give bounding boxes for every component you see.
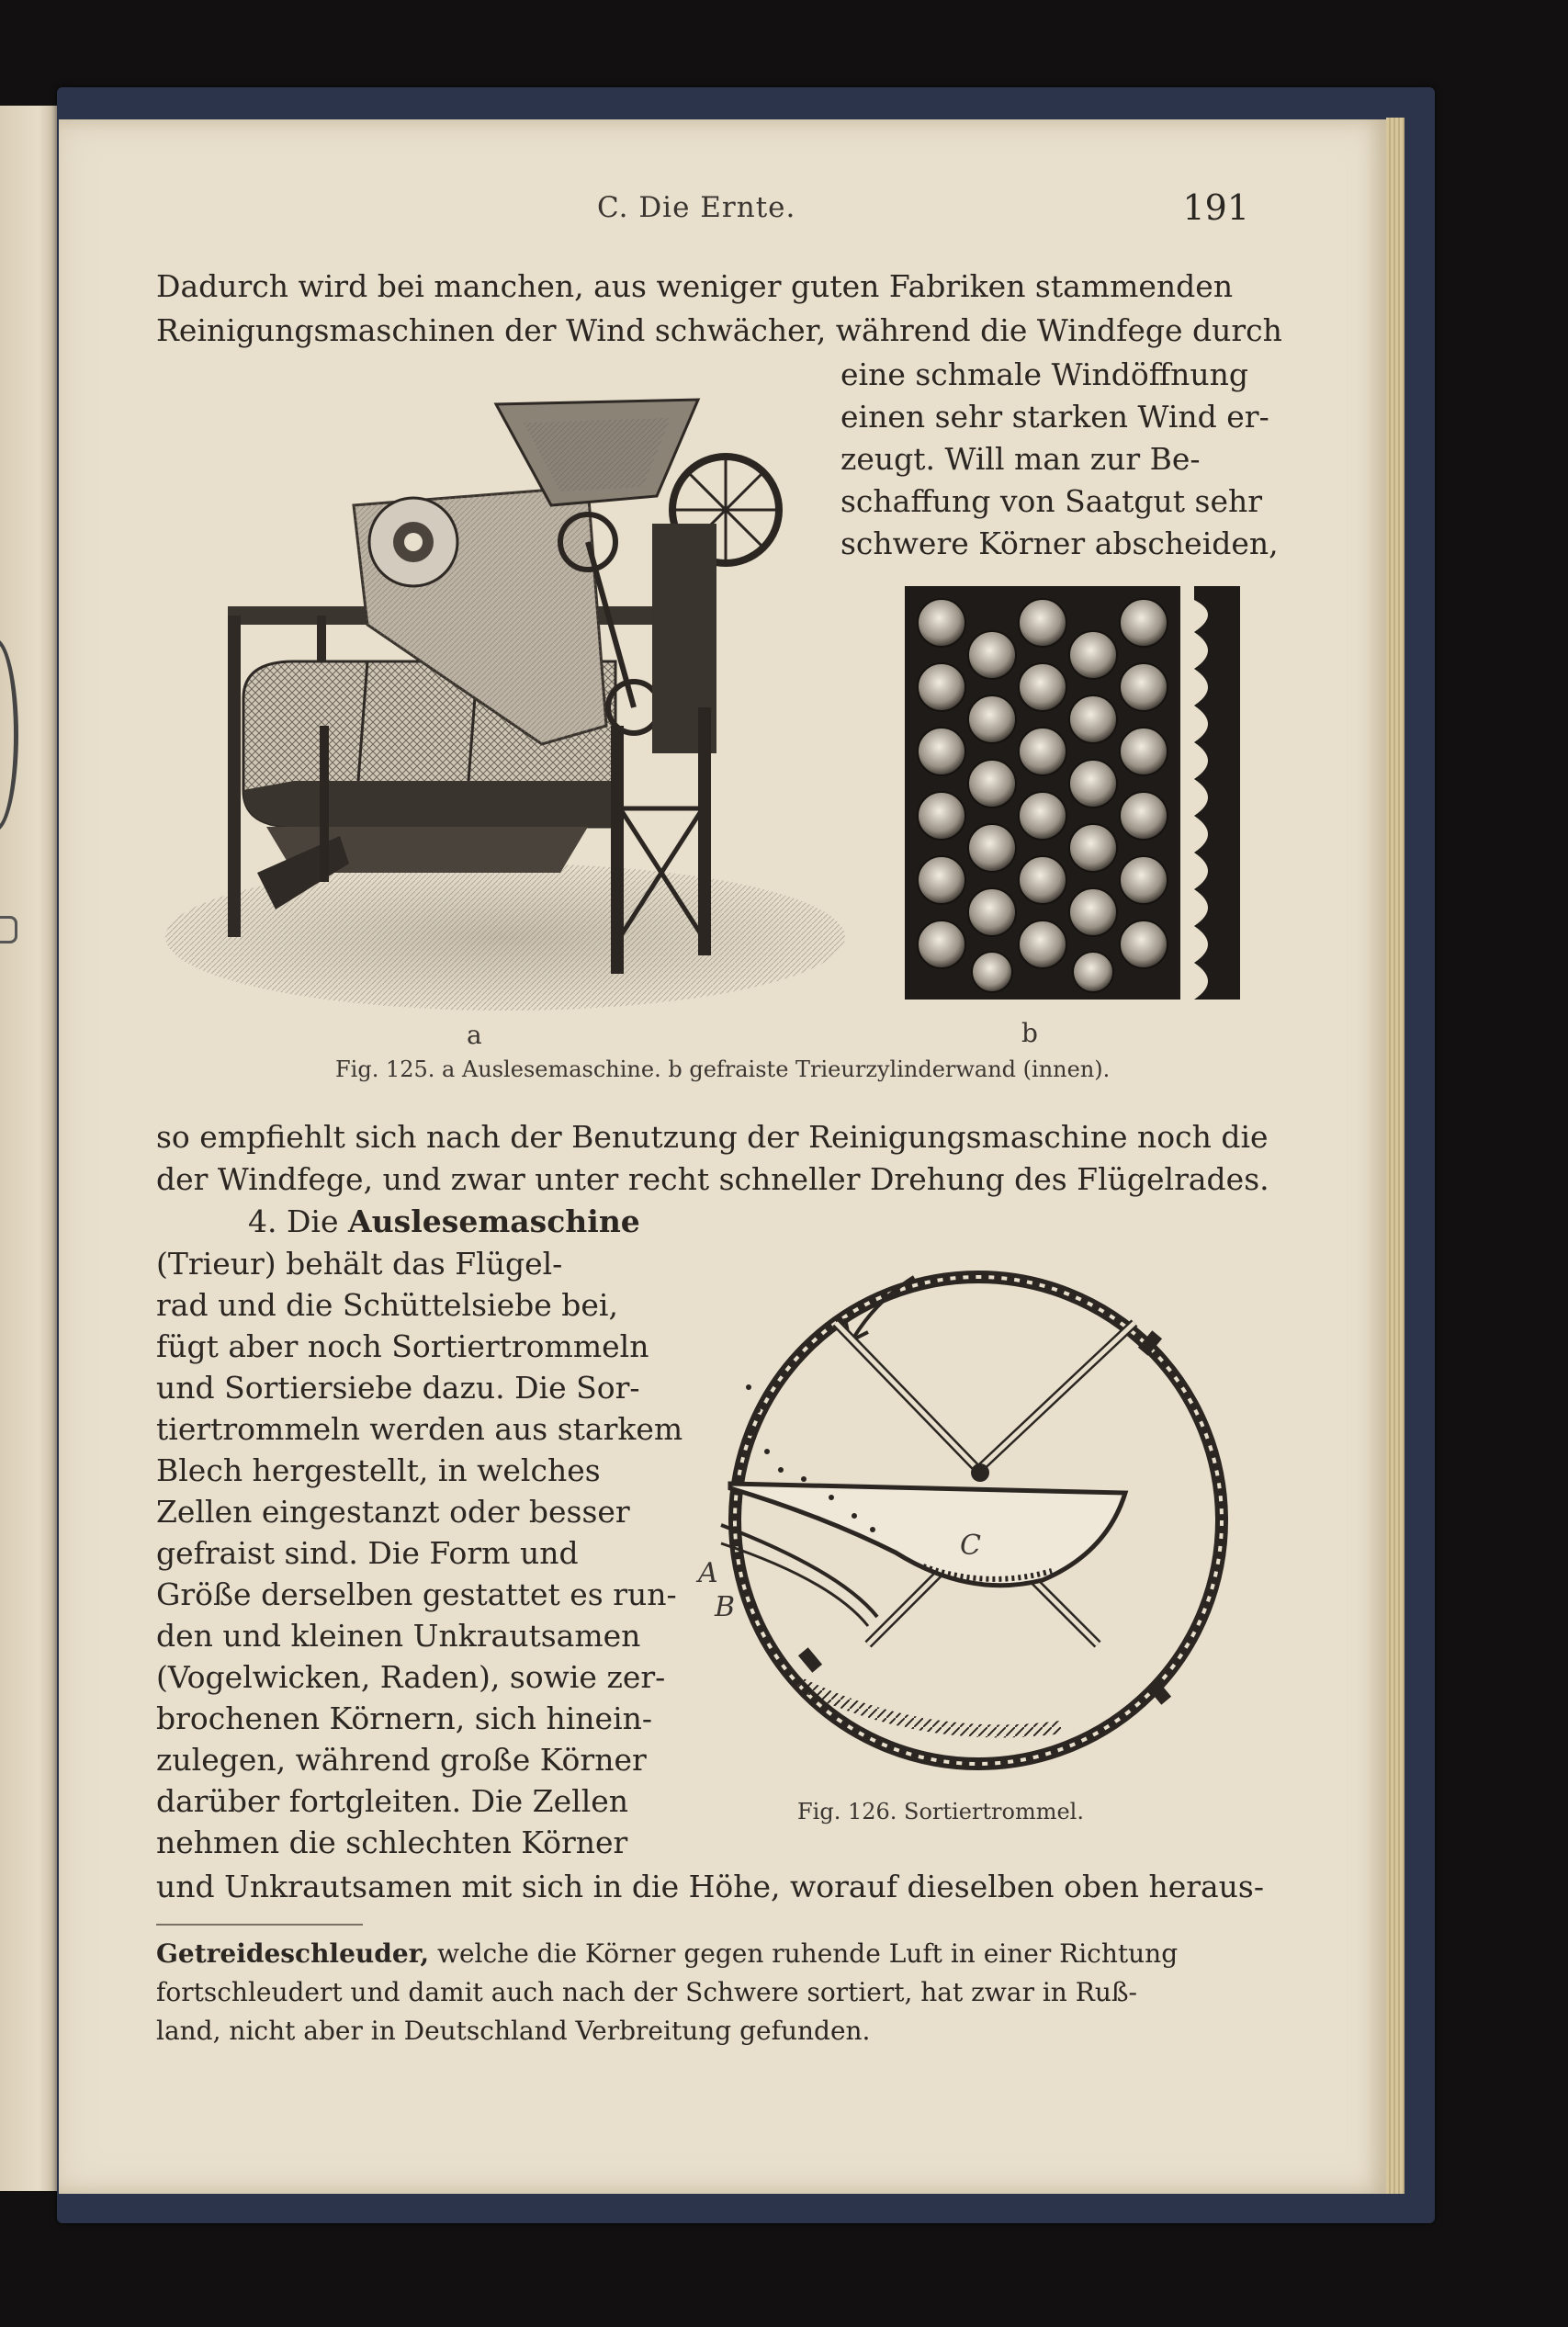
text-line: brochenen Körnern, sich hinein- <box>156 1700 653 1736</box>
footnote-term: Getreideschleuder, <box>156 1938 430 1969</box>
text-line: gefraist sind. Die Form und <box>156 1535 579 1571</box>
footnote-rule <box>156 1924 363 1926</box>
text-line: darüber fortgleiten. Die Zellen <box>156 1783 629 1819</box>
figure-label-b: b <box>1021 1018 1038 1048</box>
figure-125b-trieurzylinderwand <box>905 586 1240 1000</box>
facing-page-edge <box>0 106 64 2191</box>
text-line: und Sortiersiebe dazu. Die Sor- <box>156 1370 640 1406</box>
text-line: so empfiehlt sich nach der Benutzung der Reinigungsmaschine noch die <box>156 1119 1269 1155</box>
text-line: einen sehr starken Wind er- <box>840 399 1269 435</box>
text-line: fügt aber noch Sortiertrommeln <box>156 1328 649 1364</box>
facing-page-mark <box>0 638 18 831</box>
footnote-text: welche die Körner gegen ruhende Luft in einer Richtung <box>437 1938 1179 1969</box>
text-line: schwere Körner abscheiden, <box>840 525 1279 561</box>
page-block-edge <box>1386 118 1404 2194</box>
text-line: nehmen die schlechten Körner <box>156 1824 628 1860</box>
text-line: zulegen, während große Körner <box>156 1742 647 1778</box>
text-line: schaffung von Saatgut sehr <box>840 483 1263 519</box>
text-line: den und kleinen Unkrautsamen <box>156 1618 641 1654</box>
figure-label-C: C <box>960 1530 981 1562</box>
text-line: Reinigungsmaschinen der Wind schwächer, während die Windfege durch <box>156 312 1282 348</box>
section-term: Auslesemaschine <box>348 1203 640 1239</box>
machine-illustration <box>156 395 854 1020</box>
text-line: eine schmale Windöffnung <box>840 356 1249 392</box>
running-title: C. Die Ernte. <box>597 191 796 224</box>
facing-page-mark-small <box>0 916 17 943</box>
figure-126-sortiertrommel <box>694 1249 1245 1782</box>
running-head <box>156 187 1249 235</box>
footnote-line <box>156 1938 1178 1969</box>
text-line: (Trieur) behält das Flügel- <box>156 1246 563 1282</box>
text-line: rad und die Schüttelsiebe bei, <box>156 1287 618 1323</box>
text-line: tiertrommeln werden aus starkem <box>156 1411 683 1447</box>
text-line: Größe derselben gestattet es run- <box>156 1576 677 1612</box>
text-line: der Windfege, und zwar unter recht schneller Drehung des Flügelrades. <box>156 1161 1269 1197</box>
sorting-drum-diagram <box>694 1249 1245 1782</box>
figure-label-A: A <box>698 1557 718 1589</box>
section-heading <box>248 1203 640 1239</box>
text-line: Blech hergestellt, in welches <box>156 1452 601 1488</box>
text-line: zeugt. Will man zur Be- <box>840 441 1201 477</box>
section-number: 4. Die <box>248 1203 339 1239</box>
footnote-line: fortschleudert und damit auch nach der Schwere sortiert, hat zwar in Ruß- <box>156 1977 1138 2007</box>
figure-126-caption: Fig. 126. Sortiertrommel. <box>797 1799 1084 1824</box>
cylinder-wall-illustration <box>905 586 1240 1000</box>
page-number: 191 <box>1182 187 1249 228</box>
figure-label-a: a <box>467 1020 482 1050</box>
text-line: (Vogelwicken, Raden), sowie zer- <box>156 1659 666 1695</box>
text-line: Dadurch wird bei manchen, aus weniger guten Fabriken stammenden <box>156 268 1234 304</box>
text-line: und Unkrautsamen mit sich in die Höhe, worauf dieselben oben heraus- <box>156 1869 1265 1904</box>
figure-125-caption: Fig. 125. a Auslesemaschine. b gefraiste Trieurzylinderwand (innen). <box>335 1056 1111 1082</box>
figure-125a-auslesemaschine <box>156 395 854 1020</box>
footnote-line: land, nicht aber in Deutschland Verbreitung gefunden. <box>156 2016 871 2046</box>
text-line: Zellen eingestanzt oder besser <box>156 1494 630 1530</box>
figure-label-B: B <box>715 1591 736 1623</box>
